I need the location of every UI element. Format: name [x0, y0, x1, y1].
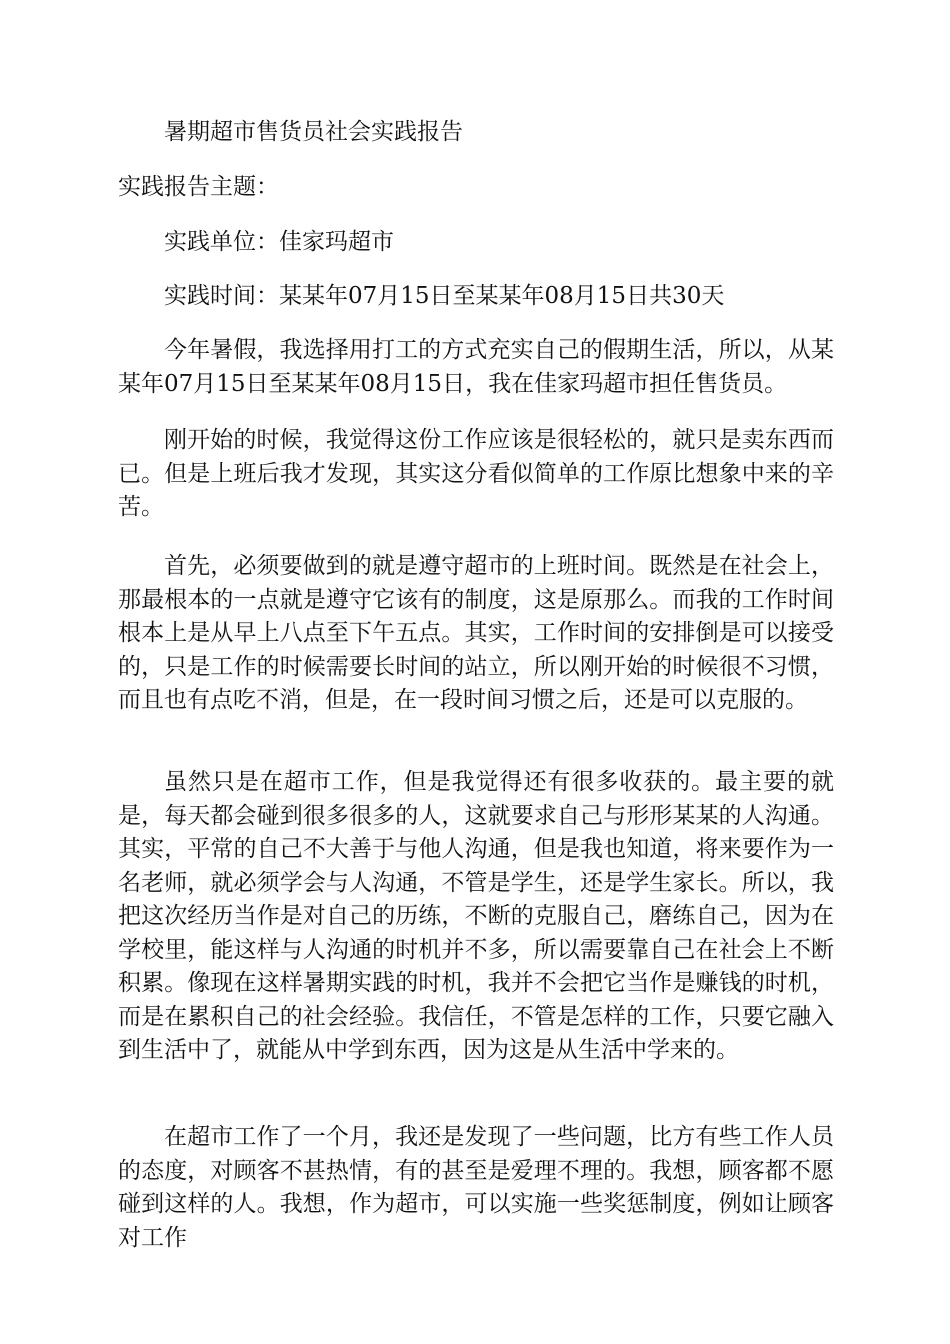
- paragraph: 刚开始的时候，我觉得这份工作应该是很轻松的，就只是卖东西而已。但是上班后我才发现，其实这分看似简单的工作原比想象中来的辛苦。: [118, 427, 834, 520]
- paragraph: 今年暑假，我选择用打工的方式充实自己的假期生活，所以，从某某年07月15日至某某年08月15日，我在佳家玛超市担任售货员。: [118, 337, 834, 397]
- practice-unit: 实践单位：佳家玛超市: [164, 229, 394, 255]
- paragraph: 虽然只是在超市工作，但是我觉得还有很多收获的。最主要的就是，每天都会碰到很多很多的人，这就要求自己与形形某某的人沟通。其实，平常的自己不大善于与他人沟通，但是我也知道，将来要作为一名老师，就必须学会与人沟通，不管是学生，还是学生家长。所以，我把这次经历当作是对自己的历练，不断的克服自己，磨练自己，因为在学校里，能这样与人沟通的时机并不多，所以需要靠自己在社会上不断积累。像现在这样暑期实践的时机，我并不会把它当作是赚钱的时机，而是在累积自己的社会经验。我信任，不管是怎样的工作，只要它融入到生活中了，就能从中学到东西，因为这是从生活中学来的。: [118, 769, 834, 1063]
- paragraph: 在超市工作了一个月，我还是发现了一些问题，比方有些工作人员的态度，对顾客不甚热情，有的甚至是爱理不理的。我想，顾客都不愿碰到这样的人。我想，作为超市，可以实施一些奖惩制度，例如让顾客对工作: [118, 1124, 834, 1251]
- paragraph: 首先，必须要做到的就是遵守超市的上班时间。既然是在社会上，那最根本的一点就是遵守它该有的制度，这是原那么。而我的工作时间根本上是从早上八点至下午五点。其实，工作时间的安排倒是可以接受的，只是工作的时候需要长时间的站立，所以刚开始的时候很不习惯，而且也有点吃不消，但是，在一段时间习惯之后，还是可以克服的。: [118, 553, 834, 713]
- theme-label: 实践报告主题：: [118, 174, 279, 200]
- practice-time: 实践时间：某某年07月15日至某某年08月15日共30天: [164, 283, 725, 309]
- document-title: 暑期超市售货员社会实践报告: [164, 119, 463, 145]
